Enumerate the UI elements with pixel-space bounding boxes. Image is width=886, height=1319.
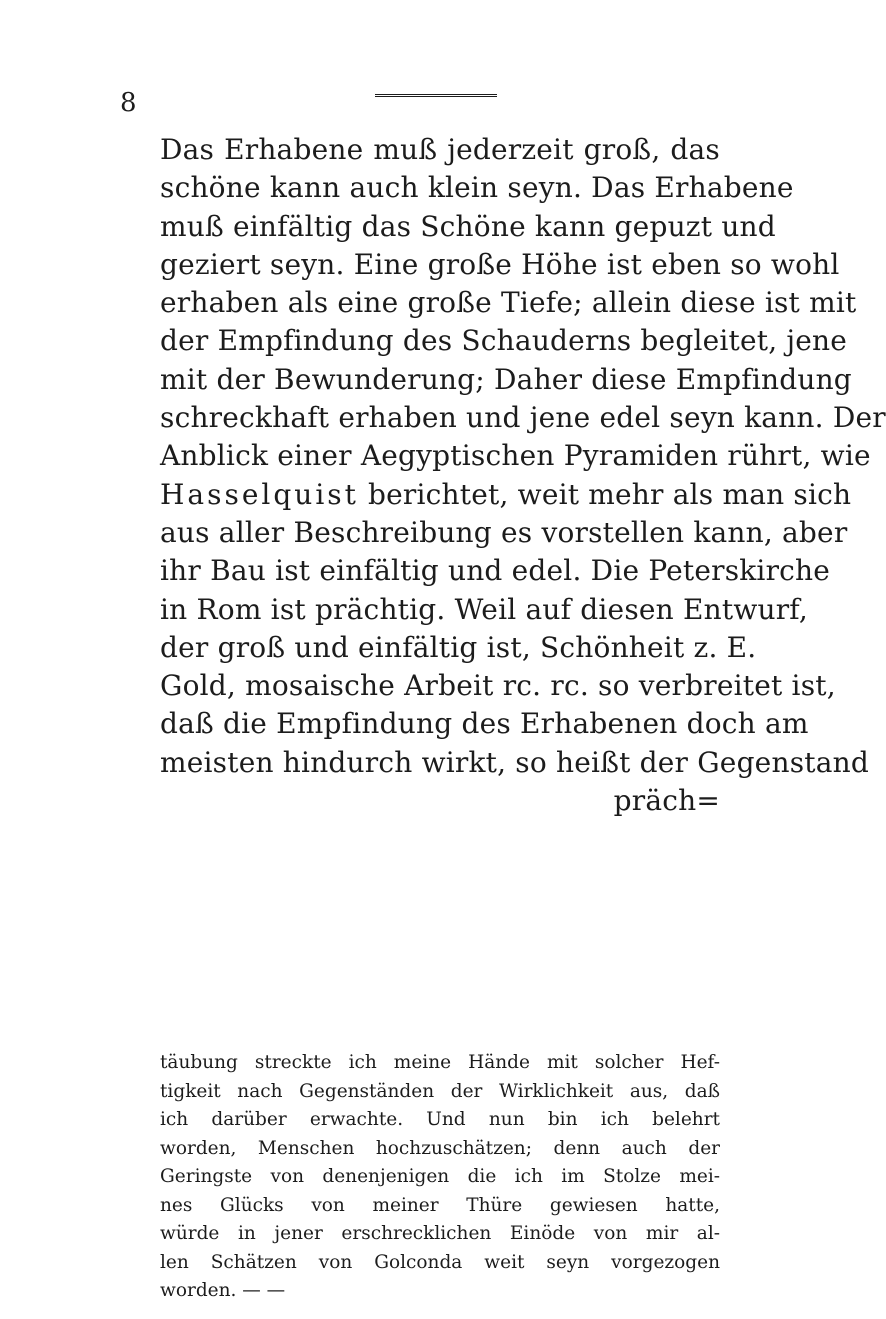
text-line: geziert seyn. Eine große Höhe ist eben so wohl: [160, 247, 840, 281]
text-line: daß die Empfindung des Erhabenen doch am: [160, 707, 809, 741]
header-rule: [375, 94, 497, 101]
text-line: in Rom ist prächtig. Weil auf diesen Entwurf,: [160, 592, 808, 626]
text-line: aus aller Beschreibung es vorstellen kann, aber: [160, 515, 848, 549]
text-line: der Empfindung des Schauderns begleitet, jene: [160, 324, 848, 358]
footnote-line: nes Glücks von meiner Thüre gewiesen hatte,: [160, 1194, 720, 1216]
text-line: meisten hindurch wirkt, so heißt der Gegenstand: [160, 745, 869, 779]
text-line: Gold, mosaische Arbeit rc. rc. so verbreitet ist,: [160, 669, 836, 703]
text-line: der groß und einfältig ist, Schönheit z. E.: [160, 630, 757, 664]
footnote: [160, 1049, 720, 1306]
catchword: präch=: [613, 784, 720, 818]
text-line-rest: berichtet, weit mehr als man sich: [358, 477, 852, 511]
footnote-line: ich darüber erwachte. Und nun bin ich belehrt: [160, 1109, 720, 1130]
footnote-line: len Schätzen von Golconda weit seyn vorgezogen: [160, 1251, 720, 1273]
footnote-line: würde in jener erschrecklichen Einöde von mir al-: [160, 1223, 720, 1244]
text-line: Anblick einer Aegyptischen Pyramiden rührt, wie: [160, 439, 871, 473]
text-line: ihr Bau ist einfältig und edel. Die Peterskirche: [160, 554, 831, 588]
text-line: muß einfältig das Schöne kann gepuzt und: [160, 209, 776, 243]
main-text: [160, 131, 886, 820]
footnote-line: tigkeit nach Gegenständen der Wirklichkeit aus, daß: [160, 1080, 720, 1102]
footnote-line: worden, Menschen hochzuschätzen; denn auch der: [160, 1137, 720, 1159]
page-number: 8: [120, 88, 137, 118]
text-line: mit der Bewunderung; Daher diese Empfindung: [160, 362, 852, 396]
footnote-line: worden. — —: [160, 1280, 286, 1301]
footnote-line: täubung streckte ich meine Hände mit solcher Hef-: [160, 1052, 720, 1073]
spaced-name-hasselquist: Hasselquist: [160, 477, 359, 511]
text-line: Das Erhabene muß jederzeit groß, das: [160, 133, 720, 166]
text-line: [160, 476, 852, 514]
text-line: schöne kann auch klein seyn. Das Erhabene: [160, 171, 794, 205]
text-line: schreckhaft erhaben und jene edel seyn kann. Der: [160, 401, 886, 435]
text-line: erhaben als eine große Tiefe; allein diese ist mit: [160, 286, 857, 320]
footnote-line: Geringste von denenjenigen die ich im Stolze mei-: [160, 1166, 720, 1187]
